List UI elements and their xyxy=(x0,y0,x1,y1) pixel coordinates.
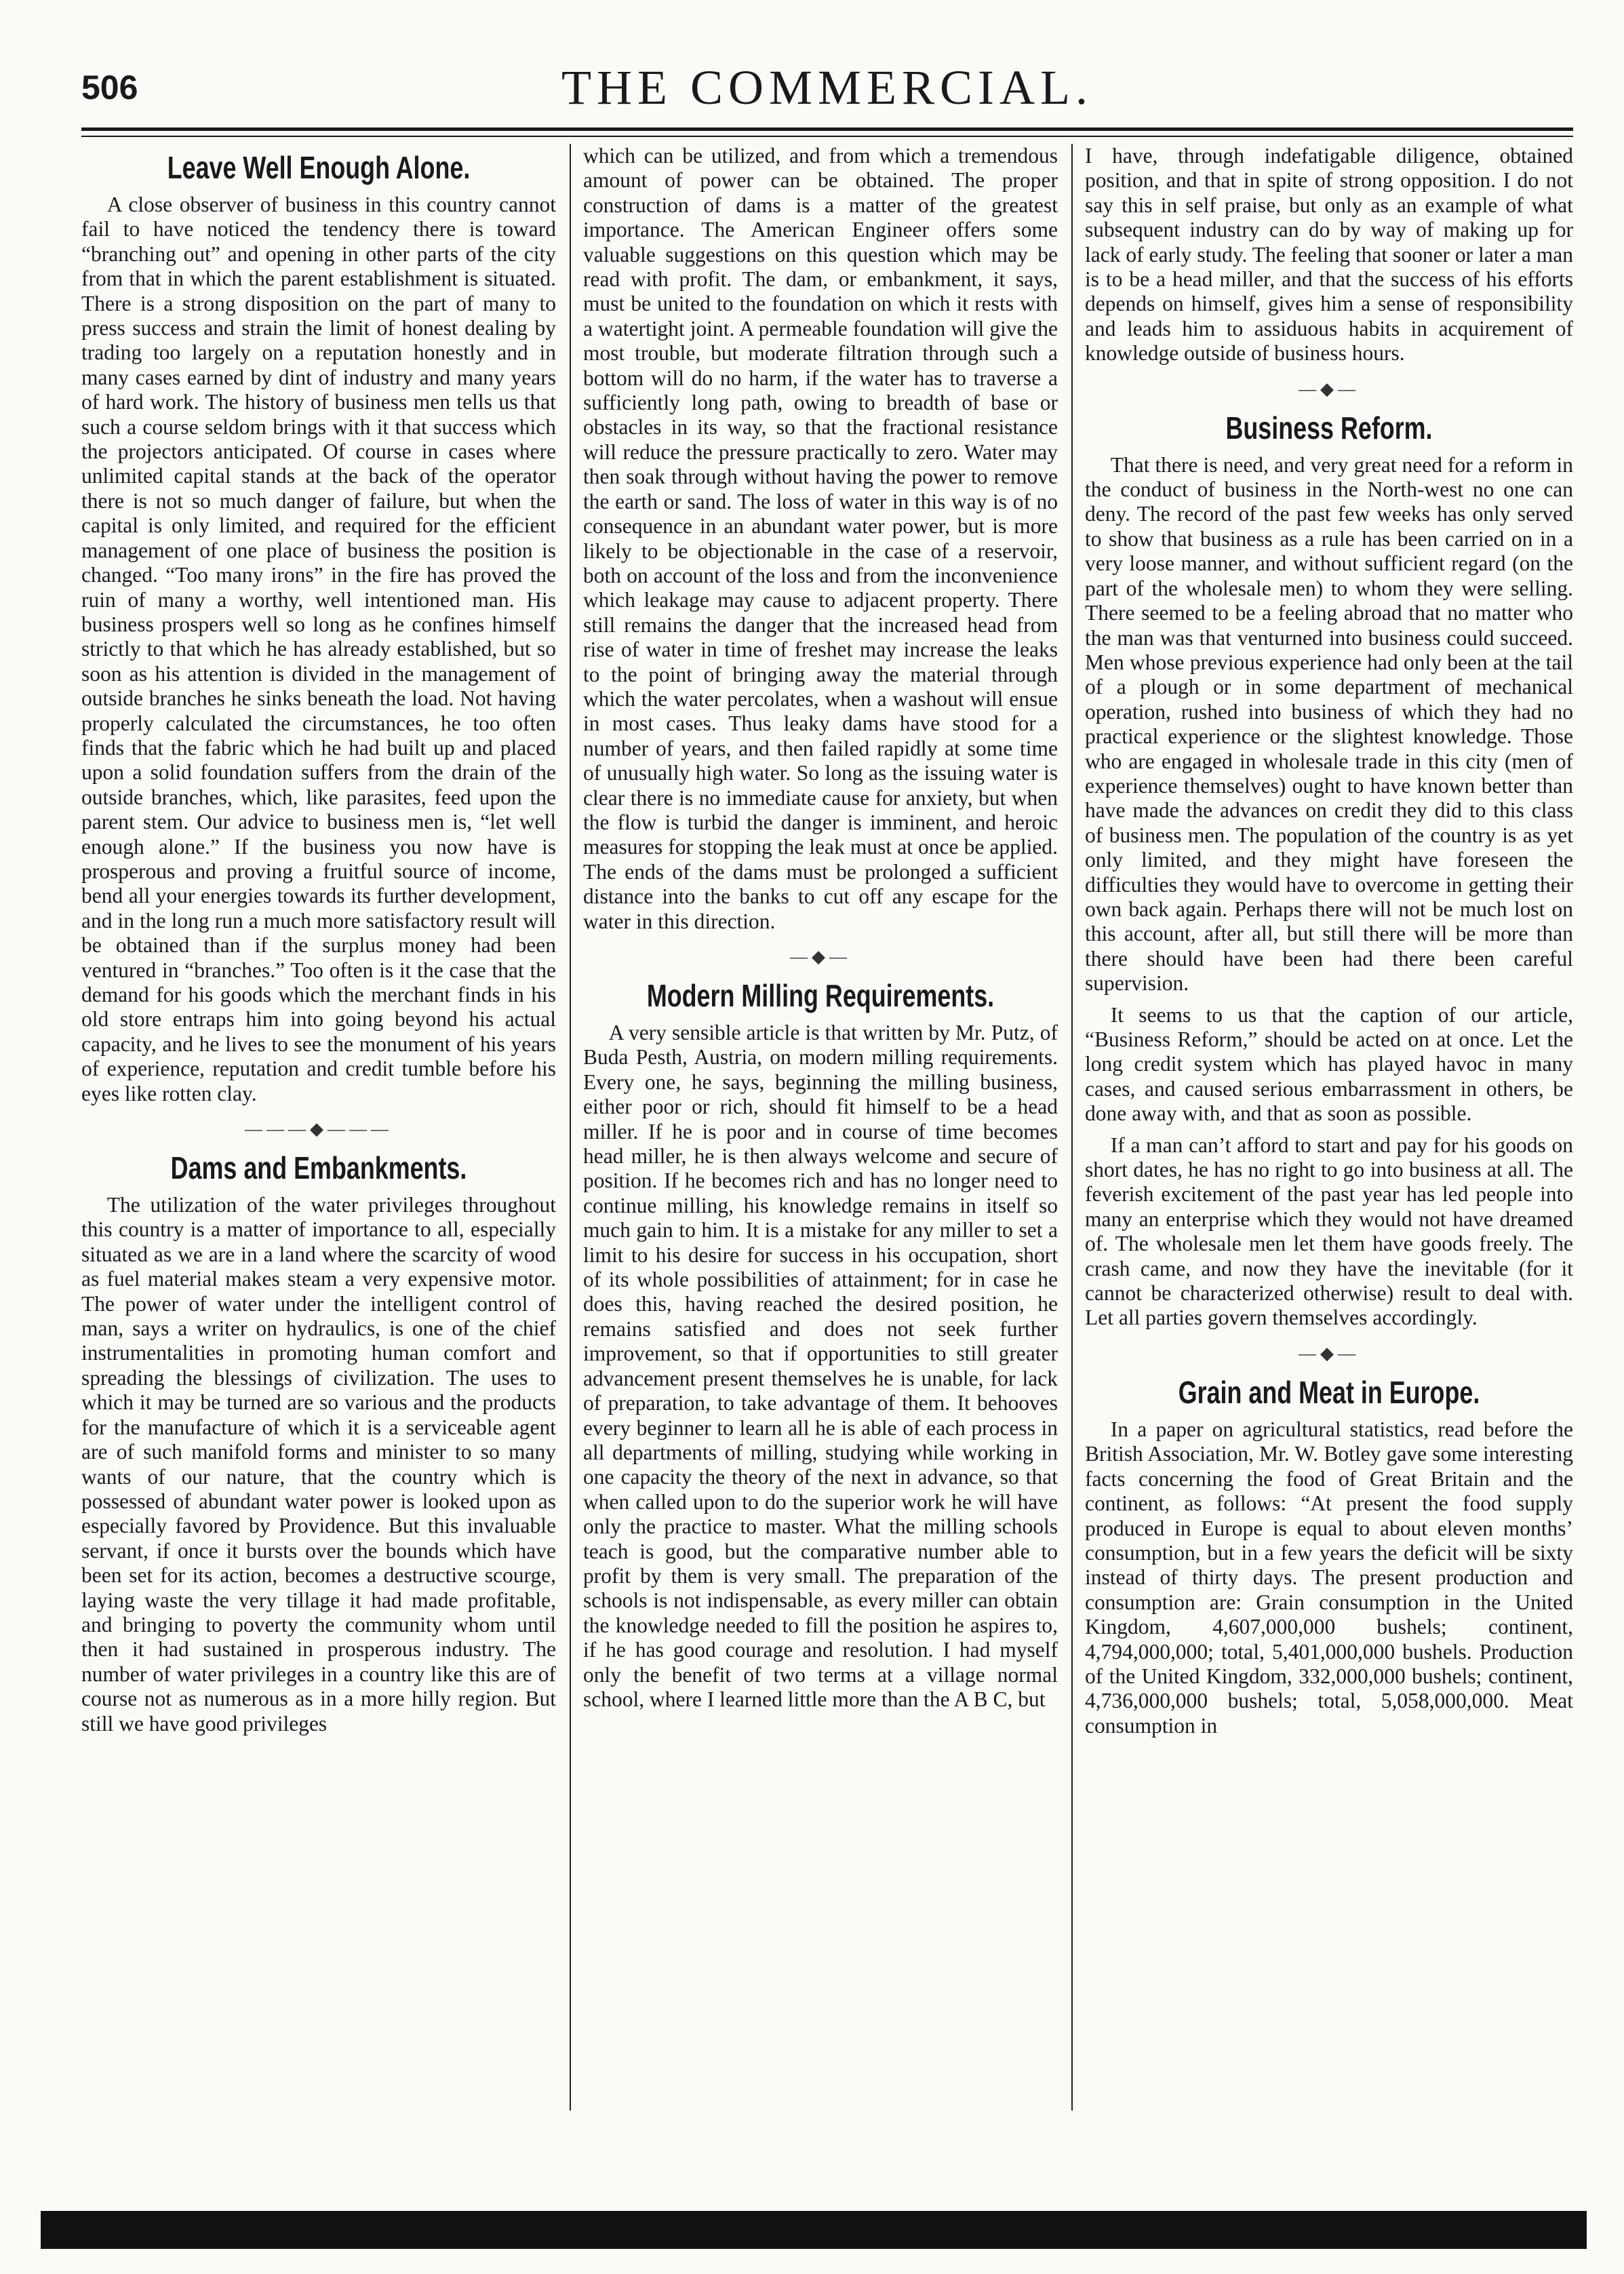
article-modern-milling-requirements xyxy=(583,976,1058,1712)
article-business-reform xyxy=(1085,408,1573,1331)
article-body: In a paper on agricultural statistics, read before the British Association, Mr. W. Botley gave some interesting facts concerning the food of Great Britain and the continent, as follows: “At present the food supply produced in Europe is equal to about eleven months’ consumption, but in a few years the deficit will be sixty instead of thirty days. The present production and consumption are: Grain consumption in the United Kingdom, 4,607,000,000 bushels; continent, 4,794,000,000; total, 5,401,000,000 bushels. Production of the United Kingdom, 332,000,000 bushels; continent, 4,736,000,000 bushels; total, 5,058,000,000. Meat consumption in xyxy=(1085,1417,1573,1738)
section-divider-ornament: —◆— xyxy=(1299,378,1360,399)
page-bottom-edge xyxy=(41,2211,1587,2249)
article-body: A close observer of business in this country cannot fail to have noticed the tendency there is toward “branching out” and opening in other parts of the city from that in which the parent establishment is situated. There is a strong disposition on the part of many to press success and strain the limit of honest dealing by trading too largely on a reputation honestly and in many cases earned by dint of industry and many years of hard work. The history of business men tells us that such a course seldom brings with it that success which the projectors anticipated. Of course in cases where unlimited capital stands at the back of the operator there is not so much danger of failure, but when the capital is only limited, and required for the efficient management of one place of business the position is changed. “Too many irons” in the fire has proved the ruin of many a worthy, well intentioned man. His business prospers well so long as he confines himself strictly to that which he has already established, but so soon as his attention is divided in the management of outside branches he sinks beneath the load. Not having properly calculated the circumstances, he too often finds that the fabric which he had built up and placed upon a solid foundation suffers from the drain of the outside branches, which, like parasites, feed upon the parent stem. Our advice to business men is, “let well enough alone.” If the business you now have is prosperous and proving a fruitful source of income, bend all your energies towards its further development, and in the long run a much more satisfactory result will be obtained than if the surplus money had been ventured in “branches.” Too often is it the case that the demand for his goods which the merchant finds in his old store entraps him into going beyond his actual capacity, and he lives to see the monument of his years of experience, reputation and credit tumble before his eyes like rotten clay. xyxy=(81,193,556,1105)
article-title: Business Reform. xyxy=(1225,410,1433,446)
column-3 xyxy=(1085,144,1573,2111)
article-grain-and-meat-in-europe xyxy=(1085,1373,1573,1738)
header-rule-thick xyxy=(81,128,1573,131)
article-leave-well-enough-alone xyxy=(81,148,556,1106)
column-2 xyxy=(583,144,1058,2111)
header-rule-thin xyxy=(81,136,1573,137)
article-body-continued: I have, through indefatigable diligence, obtained position, and that in spite of strong opposition. I do not say this in self praise, but only as an example of what subsequent industry can do by way of making up for lack of early study. The feeling that sooner or later a man is to be a head miller, and that the success of his efforts depends on himself, gives him a sense of responsibility and leads him to assiduous habits in acquirement of knowledge outside of business hours. xyxy=(1085,144,1573,366)
article-title: Dams and Embankments. xyxy=(170,1150,467,1186)
page-number: 506 xyxy=(81,68,138,106)
section-divider-ornament: —◆— xyxy=(1299,1343,1360,1363)
article-body-continued: which can be utilized, and from which a tremendous amount of power can be obtained. The proper construction of dams is a matter of the greatest importance. The American Engineer offers some valuable suggestions on this question which may be read with profit. The dam, or embankment, it says, must be united to the foundation on which it rests with a watertight joint. A permeable foundation will give the most trouble, but moderate filtration through such a bottom will do no harm, if the water has to traverse a sufficiently long path, owing to breadth of base or obstacles in its way, so that the fractional resistance will reduce the pressure practically to zero. Water may then soak through without having the power to remove the earth or sand. The loss of water in this way is of no consequence in an abundant water power, but is more likely to be objectionable in the case of a reservoir, both on account of the loss and from the inconvenience which leakage may cause to adjacent property. There still remains the danger that the increased head from rise of water in time of freshet may increase the leaks to the point of bringing away the material through which the water percolates, when a washout will ensue in most cases. Thus leaky dams have stood for a number of years, and then failed rapidly at some time of unusually high water. So long as the issuing water is clear there is no immediate cause for anxiety, but when the flow is turbid the danger is imminent, and heroic measures for stopping the leak must at once be applied. The ends of the dams must be prolonged a sufficient distance into the banks to cut off any escape for the water in this direction. xyxy=(583,144,1058,933)
article-title: Modern Milling Requirements. xyxy=(646,978,995,1013)
article-body: A very sensible article is that written by Mr. Putz, of Buda Pesth, Austria, on modern milling requirements. Every one, he says, beginning the milling business, either poor or rich, should fit himself to be a head miller. If he is poor and in course of time becomes head miller, he is then always welcome and secure of position. If he becomes rich and has no longer need to continue milling, his knowledge remains in itself so much gain to him. It is a mistake for any miller to set a limit to his desire for success in his occupation, short of its whole possibilities of attainment; for in case he does this, having reached the desired position, he remains satisfied and does not seek further improvement, so that if opportunities to still greater advancement present themselves he is unable, for lack of preparation, to take advantage of them. It behooves every beginner to learn all he is able of each process in all departments of milling, studying while working in one capacity the theory of the next in advance, so that when called upon to do the superior work he will have only the practice to master. What the milling schools teach is good, but the comparative number able to profit by them is very small. The preparation of the schools is not indispensable, as every miller can obtain the knowledge needed to fill the position he aspires to, if he has good courage and resolution. I had myself only the benefit of two terms at a village normal school, where I learned little more than the A B C, but xyxy=(583,1021,1058,1711)
article-columns xyxy=(81,144,1573,2111)
article-title: Grain and Meat in Europe. xyxy=(1178,1374,1480,1410)
article-paragraph: It seems to us that the caption of our article, “Business Reform,” should be acted on at once. Let the long credit system which has played havoc in many cases, and caused serious embarrassment in others, be done away with, and that as soon as possible. xyxy=(1085,1002,1573,1126)
section-divider-ornament: —◆— xyxy=(790,947,851,966)
article-dams-and-embankments xyxy=(81,1148,556,1736)
article-title: Leave Well Enough Alone. xyxy=(167,150,471,185)
section-divider-ornament: ———◆——— xyxy=(245,1119,393,1139)
article-paragraph: That there is need, and very great need for a reform in the conduct of business in the North-west no one can deny. The record of the past few weeks has only served to show that business as a rule has been carried on in a very loose manner, and without sufficient regard (on the part of the wholesale men) to whom they were selling. There seemed to be a feeling abroad that no matter who the man was that venturned into business could succeed. Men whose previous experience had only been at the tail of a plough or in some department of mechanical operation, rushed into business of which they had no practical experience or the slightest knowledge. Those who are engaged in wholesale trade in this city (men of experience themselves) ought to have known better than have made the advances on credit they did to this class of business men. The population of the country is as yet only limited, and they might have foreseen the difficulties they would have to overcome in getting their own back again. Perhaps there will not be much lost on this account, after all, but still there will be more than there should have been had there been careful supervision. xyxy=(1085,452,1573,996)
column-1 xyxy=(81,144,556,2111)
article-paragraph: If a man can’t afford to start and pay for his goods on short dates, he has no right to go into business at all. The feverish excitement of the past year has led people into many an enterprise which they would not have dreamed of. The wholesale men let them have goods freely. The crash came, and now they have the inevitable (for it cannot be characterized otherwise) result to deal with. Let all parties govern themselves accordingly. xyxy=(1085,1133,1573,1330)
article-body: The utilization of the water privileges throughout this country is a matter of importance to all, especially situated as we are in a land where the scarcity of wood as fuel material makes steam a very expensive motor. The power of water under the intelligent control of man, says a writer on hydraulics, is one of the chief instrumentalities in promoting human comfort and spreading the blessings of civilization. The uses to which it may be turned are so various and the products for the manufacture of which it is a serviceable agent are of such manifold forms and minister to so many wants of our nature, that the country which is possessed of abundant water power is looked upon as especially favored by Providence. But this invaluable servant, if once it bursts over the bounds which have been set for its action, becomes a destructive scourge, laying waste the very tillage it had made profitable, and bringing to poverty the community whom until then it had sustained in prosperous industry. The number of water privileges in a country like this are of course not as numerous as in a more hilly region. But still we have good privileges xyxy=(81,1193,556,1736)
masthead xyxy=(81,53,1573,121)
journal-title: THE COMMERCIAL. xyxy=(561,60,1093,115)
